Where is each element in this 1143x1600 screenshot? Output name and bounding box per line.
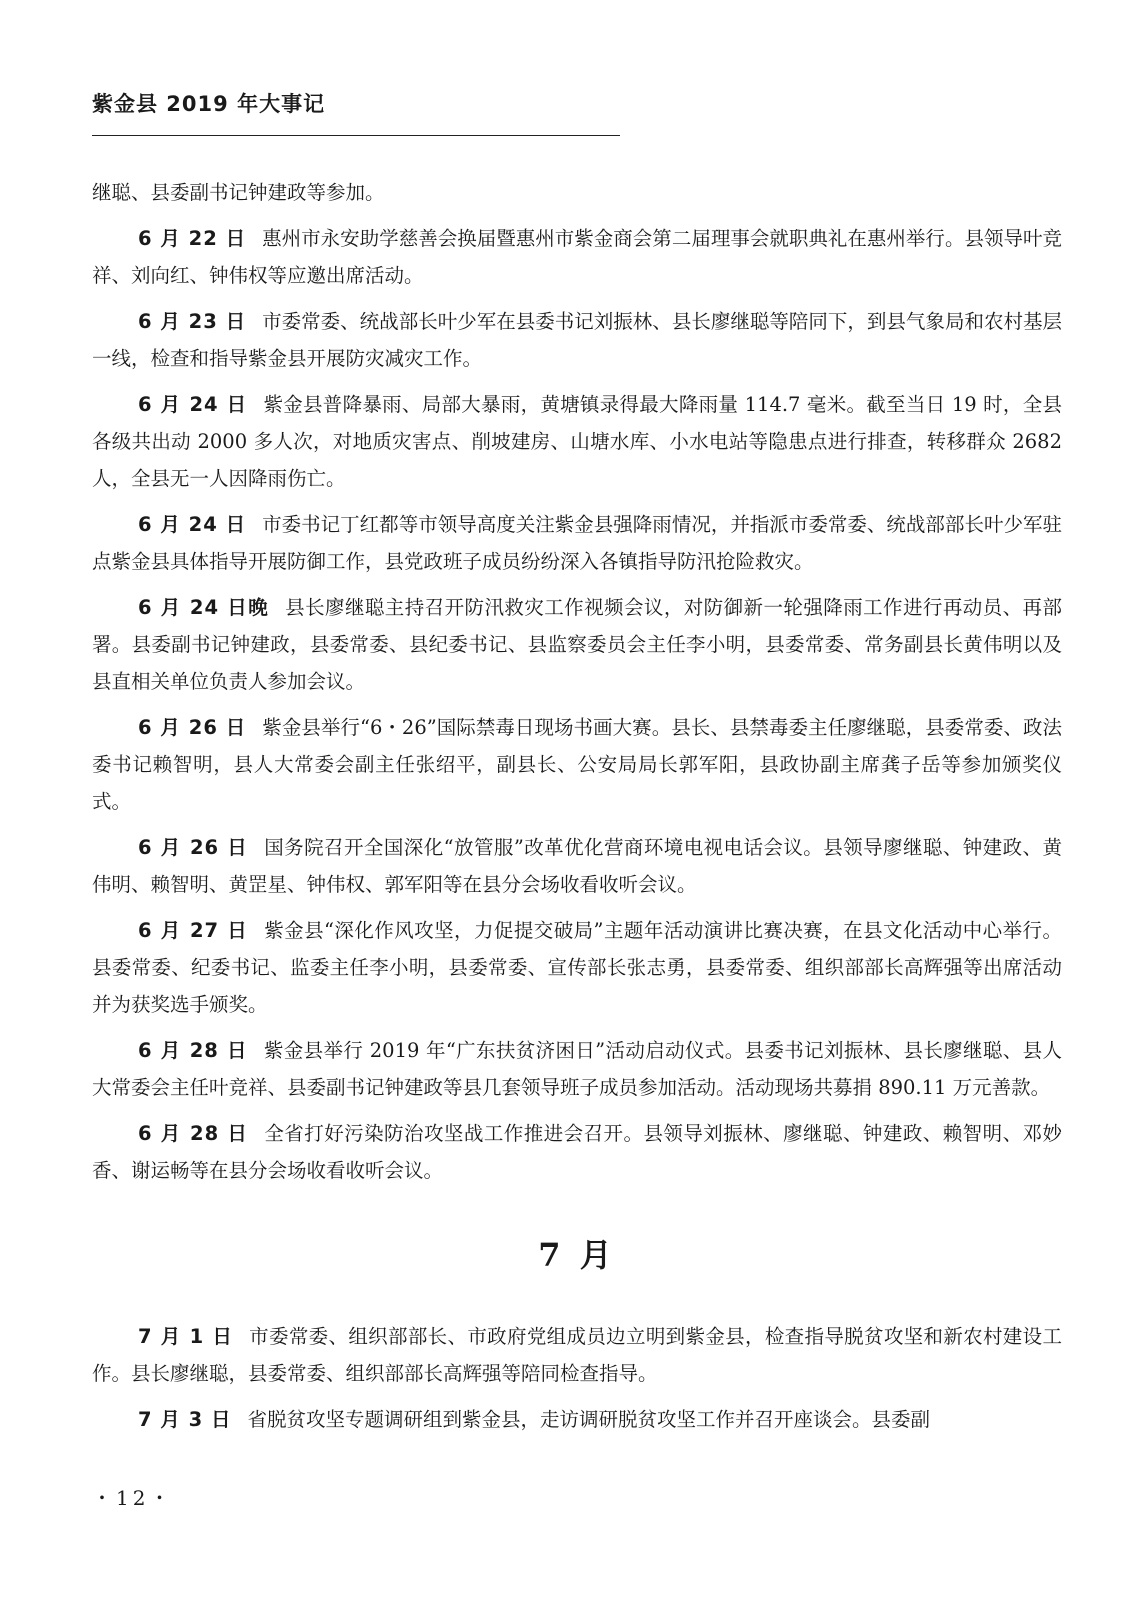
entry	[92, 1318, 1062, 1392]
entry-date: 6 月 26 日	[138, 716, 247, 739]
entry-text: 国务院召开全国深化“放管服”改革优化营商环境电视电话会议。县领导廖继聪、钟建政、黄伟明、赖智明、黄罡星、钟伟权、郭军阳等在县分会场收看收听会议。	[92, 836, 1062, 896]
entry	[92, 506, 1062, 580]
entry-date: 6 月 28 日	[138, 1122, 249, 1145]
entry-date: 6 月 24 日	[138, 393, 248, 416]
entry	[92, 1032, 1062, 1106]
entry-text: 市委常委、组织部部长、市政府党组成员边立明到紫金县，检查指导脱贫攻坚和新农村建设工作。县长廖继聪，县委常委、组织部部长高辉强等陪同检查指导。	[92, 1325, 1062, 1385]
entry-text: 紫金县普降暴雨、局部大暴雨，黄塘镇录得最大降雨量 114.7 毫米。截至当日 19 时，全县各级共出动 2000 多人次，对地质灾害点、削坡建房、山塘水库、小水电站等隐患点进行排查，转移群众 2682 人，全县无一人因降雨伤亡。	[92, 393, 1062, 490]
entry	[92, 220, 1062, 294]
entry-date: 6 月 27 日	[138, 919, 249, 942]
entry-text: 惠州市永安助学慈善会换届暨惠州市紫金商会第二届理事会就职典礼在惠州举行。县领导叶竞祥、刘向红、钟伟权等应邀出席活动。	[92, 227, 1062, 287]
entry-continuation	[92, 174, 1062, 211]
entry-date: 6 月 28 日	[138, 1039, 248, 1062]
entry	[92, 912, 1062, 1023]
entry-date: 6 月 23 日	[138, 310, 247, 333]
header-rule	[92, 135, 620, 136]
entry-text: 紫金县“深化作风攻坚，力促提交破局”主题年活动演讲比赛决赛，在县文化活动中心举行。县委常委、纪委书记、监委主任李小明，县委常委、宣传部长张志勇，县委常委、组织部部长高辉强等出席活动并为获奖选手颁奖。	[92, 919, 1062, 1016]
entry-text: 县长廖继聪主持召开防汛救灾工作视频会议，对防御新一轮强降雨工作进行再动员、再部署。县委副书记钟建政，县委常委、县纪委书记、县监察委员会主任李小明，县委常委、常务副县长黄伟明以及县直相关单位负责人参加会议。	[92, 596, 1062, 693]
month-heading: 7 月	[538, 1236, 616, 1274]
entry-date: 6 月 24 日晚	[138, 596, 270, 619]
entry-text: 省脱贫攻坚专题调研组到紫金县，走访调研脱贫攻坚工作并召开座谈会。县委副	[247, 1408, 931, 1431]
entry	[92, 1401, 1062, 1438]
entry-text: 市委书记丁红都等市领导高度关注紫金县强降雨情况，并指派市委常委、统战部部长叶少军驻点紫金县具体指导开展防御工作，县党政班子成员纷纷深入各镇指导防汛抢险救灾。	[92, 513, 1062, 573]
entry-text: 市委常委、统战部长叶少军在县委书记刘振林、县长廖继聪等陪同下，到县气象局和农村基层一线，检查和指导紫金县开展防灾减灾工作。	[92, 310, 1062, 370]
entry-date: 7 月 3 日	[138, 1408, 232, 1431]
entry	[92, 386, 1062, 497]
entry	[92, 829, 1062, 903]
entry-date: 6 月 26 日	[138, 836, 249, 859]
entry	[92, 589, 1062, 700]
entry-text: 全省打好污染防治攻坚战工作推进会召开。县领导刘振林、廖继聪、钟建政、赖智明、邓妙香、谢运畅等在县分会场收看收听会议。	[92, 1122, 1062, 1182]
entry-text: 紫金县举行“6・26”国际禁毒日现场书画大赛。县长、县禁毒委主任廖继聪，县委常委、政法委书记赖智明，县人大常委会副主任张绍平，副县长、公安局局长郭军阳，县政协副主席龚子岳等参加颁奖仪式。	[92, 716, 1062, 813]
entry-date: 6 月 22 日	[138, 227, 247, 250]
page-content	[92, 174, 1062, 1447]
entry	[92, 1115, 1062, 1189]
entry	[92, 709, 1062, 820]
entry-date: 6 月 24 日	[138, 513, 247, 536]
running-header: 紫金县 2019 年大事记	[92, 92, 326, 116]
page-number: ・12・	[92, 1486, 174, 1510]
entry-text: 继聪、县委副书记钟建政等参加。	[92, 181, 385, 204]
entry	[92, 303, 1062, 377]
entry-text: 紫金县举行 2019 年“广东扶贫济困日”活动启动仪式。县委书记刘振林、县长廖继聪、县人大常委会主任叶竞祥、县委副书记钟建政等县几套领导班子成员参加活动。活动现场共募捐 890.11 万元善款。	[92, 1039, 1062, 1099]
entry-date: 7 月 1 日	[138, 1325, 234, 1348]
